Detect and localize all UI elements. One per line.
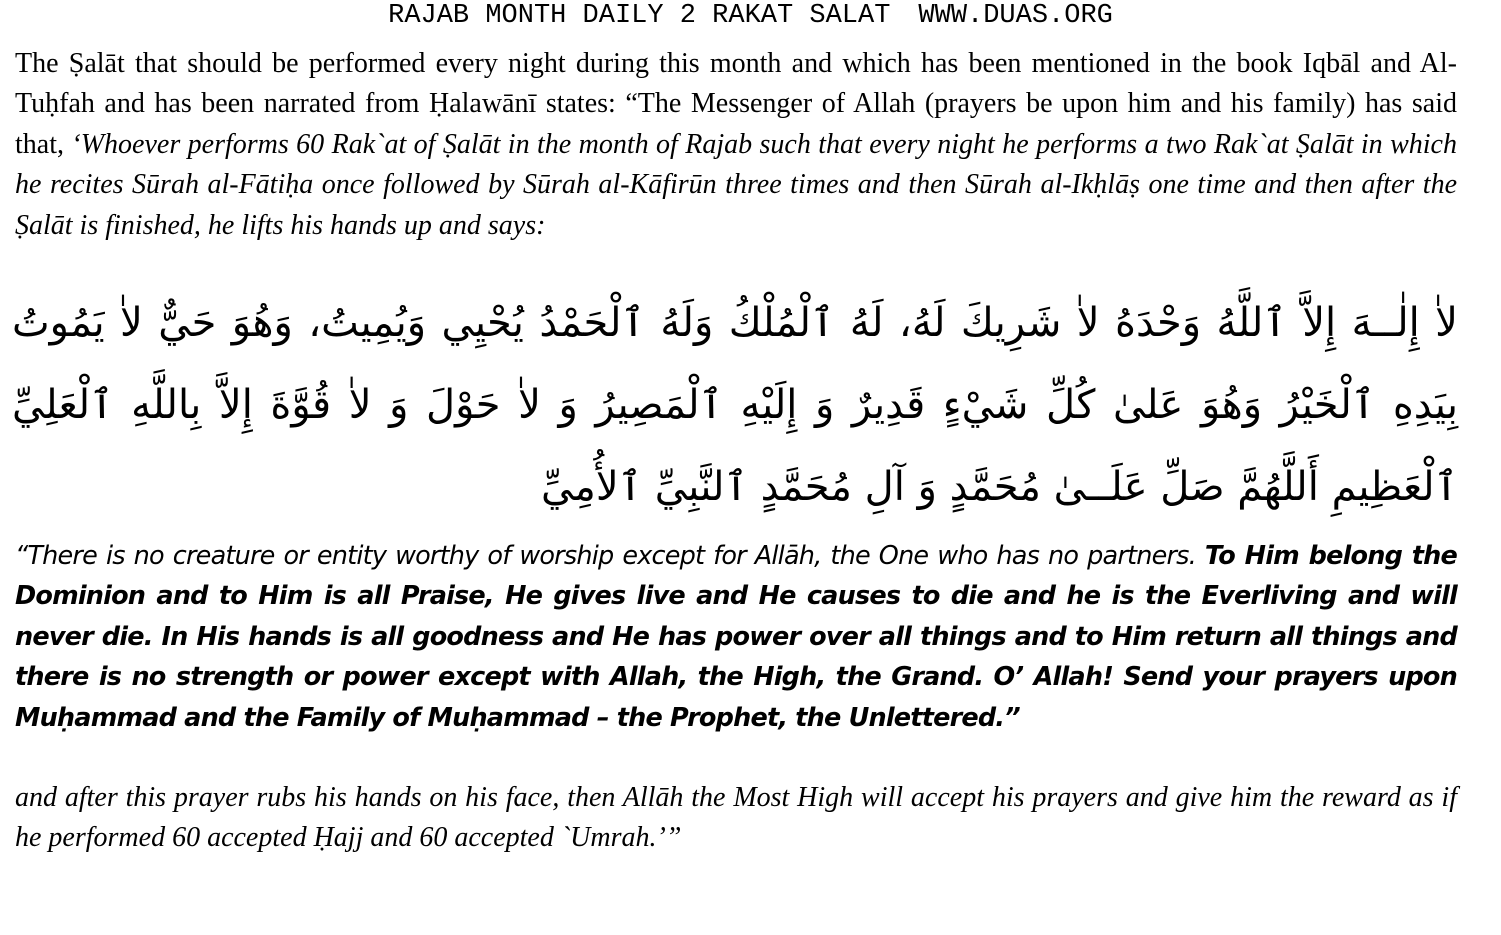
document-title: RAJAB MONTH DAILY 2 RAKAT SALAT (388, 1, 891, 31)
translation-paragraph (15, 536, 1457, 738)
translation-text-light: “There is no creature or entity worthy of worship except for Allāh, the One who has no partners. (15, 541, 1205, 571)
closing-paragraph: and after this prayer rubs his hands on his face, then Allāh the Most High will accept his prayers and give him the reward as if he performed 60 accepted Ḥajj and 60 accepted `Umrah.’” (15, 782, 1457, 854)
intro-text: The Ṣalāt that should be performed every night during this month and which has been mentioned in the book Iqbāl and Al-Tuḥfah and has been narrated from Ḥalawānī states: “The Messenger of Allah (prayers be upon him and his family) has said that, (15, 48, 1457, 160)
website-label: WWW.DUAS.ORG (918, 1, 1113, 31)
intro-paragraph (15, 44, 1457, 246)
arabic-dua: لاٰ إِلٰــهَ إِلاَّ ٱللَّهُ وَحْدَهُ لاٰ شَرِيكَ لَهُ، لَهُ ٱلْمُلْكُ وَلَهُ ٱلْحَمْدُ يُحْيِي وَيُمِيتُ، وَهُوَ حَيٌّ لاٰ يَمُوتُ بِيَدِهِ ٱلْخَيْرُ وَهُوَ عَلىٰ كُلِّ شَيْءٍ قَدِيرٌ وَ إِلَيْهِ ٱلْمَصِيرُ وَ لاٰ حَوْلَ وَ لاٰ قُوَّةَ إِلاَّ بِاللَّهِ ٱلْعَلِيِّ ٱلْعَظِيمِ أَللَّهُمَّ صَلِّ عَلَــىٰ مُحَمَّدٍ وَ آلِ مُحَمَّدٍ ٱلنَّبِيِّ ٱلأُمِيِّ (12, 300, 1458, 510)
page-header (0, 0, 1501, 32)
hadith-quote: ‘Whoever performs 60 Rak`at of Ṣalāt in the month of Rajab such that every night he performs a two Rak`at Ṣalāt in which he recites Sūrah al-Fātiḥa once followed by Sūrah al-Kāfirūn three times and then Sūrah al-Ikḥlāṣ one time and then after the Ṣalāt is finished, he lifts his hands up and says: (15, 128, 1457, 241)
translation-text-bold: To Him belong the Dominion and to Him is all Praise, He gives live and He causes to die and he is the Everliving and will never die. In His hands is all goodness and He has power over all things and to Him return all things and there is no strength or power except with Allah, the High, the Grand. O’ Allah! Send your prayers upon Muḥammad and the Family of Muḥammad – the Prophet, the Unlettered.” (15, 541, 1458, 733)
